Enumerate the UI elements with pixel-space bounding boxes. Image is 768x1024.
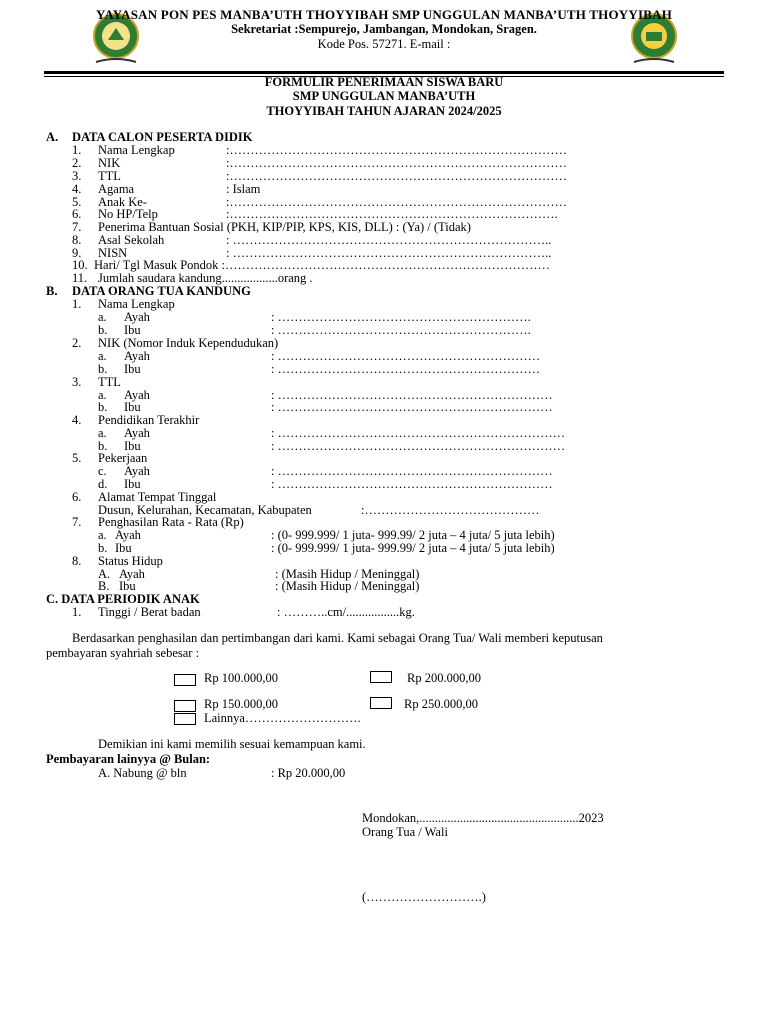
b1a-letter: a.	[98, 310, 107, 324]
b4-label: Pendidikan Terakhir	[98, 413, 200, 427]
checkbox-100k[interactable]	[174, 674, 196, 686]
b3-label: TTL	[98, 375, 121, 389]
b4b-label: Ibu	[124, 439, 141, 453]
b2a-letter: a.	[98, 349, 107, 363]
a9-num: 9.	[72, 246, 82, 260]
header-rule-thick	[44, 71, 724, 74]
signature-place-date[interactable]: Mondokan,...................................................2023	[362, 811, 604, 825]
b1b-letter: b.	[98, 323, 108, 337]
signature-name[interactable]: (……………………….)	[362, 890, 486, 904]
payment-value: : Rp 20.000,00	[271, 766, 346, 780]
b7a-letter: a.	[98, 528, 107, 542]
a9-value[interactable]: : …………………………………………………………………..	[226, 246, 552, 260]
a3-value[interactable]: :………………………………………………………………………	[226, 169, 567, 183]
b6-sublabel: Dusun, Kelurahan, Kecamatan, Kabupaten	[98, 503, 312, 517]
a8-value[interactable]: : …………………………………………………………………..	[226, 233, 552, 247]
b2a-value[interactable]: : ………………………………………………………	[271, 349, 541, 363]
b5c-value[interactable]: : …………………………………………………………	[271, 464, 553, 478]
a7-num: 7.	[72, 220, 82, 234]
b8a-letter: A.	[98, 567, 111, 581]
b3b-label: Ibu	[124, 400, 141, 414]
b7b-letter: b.	[98, 541, 108, 555]
a1-label: Nama Lengkap	[98, 143, 175, 157]
option-100k-label: Rp 100.000,00	[204, 671, 278, 685]
statement-line-1: Berdasarkan penghasilan dan pertimbangan dari kami. Kami sebagai Orang Tua/ Wali memberi keputusan	[72, 631, 603, 645]
b8b-label: Ibu	[119, 579, 136, 593]
a5-label: Anak Ke-	[98, 195, 147, 209]
form-title-2: SMP UNGGULAN MANBA’UTH	[292, 89, 476, 103]
a3-label: TTL	[98, 169, 121, 183]
b4a-label: Ayah	[124, 426, 150, 440]
checkbox-150k[interactable]	[174, 700, 196, 712]
b4b-letter: b.	[98, 439, 108, 453]
b5d-letter: d.	[98, 477, 108, 491]
a7-label[interactable]: Penerima Bantuan Sosial (PKH, KIP/PIP, KPS, KIS, DLL) : (Ya) / (Tidak)	[98, 220, 471, 234]
b5d-label: Ibu	[124, 477, 141, 491]
a1-value[interactable]: :………………………………………………………………………	[226, 143, 567, 157]
checkbox-lainnya[interactable]	[174, 713, 196, 725]
statement-line-2: pembayaran syahriah sebesar :	[46, 646, 200, 660]
b4b-value[interactable]: : ……………………………………………………………	[271, 439, 566, 453]
b3b-letter: b.	[98, 400, 108, 414]
a8-label: Asal Sekolah	[98, 233, 165, 247]
a5-num: 5.	[72, 195, 82, 209]
a10-num: 10.	[72, 258, 88, 272]
b5-num: 5.	[72, 451, 82, 465]
b4-num: 4.	[72, 413, 82, 427]
b5c-label: Ayah	[124, 464, 150, 478]
b2a-label: Ayah	[124, 349, 150, 363]
form-title-3: THOYYIBAH TAHUN AJARAN 2024/2025	[266, 104, 502, 118]
b3-num: 3.	[72, 375, 82, 389]
b7b-value[interactable]: : (0- 999.999/ 1 juta- 999.99/ 2 juta – 4 juta/ 5 juta lebih)	[271, 541, 555, 555]
a2-value[interactable]: :………………………………………………………………………	[226, 156, 567, 170]
b7a-label: Ayah	[115, 528, 141, 542]
c1-label: Tinggi / Berat badan	[98, 605, 201, 619]
b6-label: Alamat Tempat Tinggal	[98, 490, 217, 504]
payment-label: A. Nabung @ bln	[98, 766, 187, 780]
b2b-value[interactable]: : ………………………………………………………	[271, 362, 541, 376]
a9-label: NISN	[98, 246, 128, 260]
b7a-value[interactable]: : (0- 999.999/ 1 juta- 999.99/ 2 juta – 4 juta/ 5 juta lebih)	[271, 528, 555, 542]
a6-label: No HP/Telp	[98, 207, 158, 221]
b1b-label: Ibu	[124, 323, 141, 337]
a2-label: NIK	[98, 156, 121, 170]
b2-label: NIK (Nomor Induk Kependudukan)	[98, 336, 279, 350]
b8a-value[interactable]: : (Masih Hidup / Meninggal)	[275, 567, 420, 581]
b4a-value[interactable]: : ……………………………………………………………	[271, 426, 566, 440]
a6-value[interactable]: :…………………………………………………………………….	[226, 207, 558, 221]
b1a-label: Ayah	[124, 310, 150, 324]
option-150k-label: Rp 150.000,00	[204, 697, 278, 711]
option-250k-label: Rp 250.000,00	[404, 697, 478, 711]
a10-label[interactable]: Hari/ Tgl Masuk Pondok :……………………………………………………………………	[94, 258, 551, 272]
b1-num: 1.	[72, 297, 82, 311]
b8-num: 8.	[72, 554, 82, 568]
b3a-value[interactable]: : …………………………………………………………	[271, 388, 553, 402]
b6-value[interactable]: :……………………………………	[361, 503, 540, 517]
a11-label[interactable]: Jumlah saudara kandung..................orang .	[98, 271, 313, 285]
b4a-letter: a.	[98, 426, 107, 440]
form-title-1: FORMULIR PENERIMAAN SISWA BARU	[264, 75, 504, 89]
b5d-value[interactable]: : …………………………………………………………	[271, 477, 553, 491]
section-c-heading: C. DATA PERIODIK ANAK	[46, 592, 200, 606]
b1-label: Nama Lengkap	[98, 297, 175, 311]
a1-num: 1.	[72, 143, 82, 157]
b7-label: Penghasilan Rata - Rata (Rp)	[98, 515, 244, 529]
section-b-heading: DATA ORANG TUA KANDUNG	[72, 284, 251, 298]
option-lainnya-label[interactable]: Lainnya……………………….	[204, 711, 361, 725]
foundation-name: YAYASAN PON PES MANBA’UTH THOYYIBAH SMP UNGGULAN MANBA’UTH THOYYIBAH	[95, 7, 673, 22]
signature-role: Orang Tua / Wali	[362, 825, 448, 839]
b6-num: 6.	[72, 490, 82, 504]
secretariat-address: Sekretariat :Sempurejo, Jambangan, Mondokan, Sragen.	[231, 22, 537, 36]
b5-label: Pekerjaan	[98, 451, 148, 465]
b5c-letter: c.	[98, 464, 107, 478]
a4-label: Agama	[98, 182, 135, 196]
a3-num: 3.	[72, 169, 82, 183]
b8b-value[interactable]: : (Masih Hidup / Meninggal)	[275, 579, 420, 593]
b3a-label: Ayah	[124, 388, 150, 402]
c1-num: 1.	[72, 605, 82, 619]
b8-label: Status Hidup	[98, 554, 163, 568]
b2b-letter: b.	[98, 362, 108, 376]
checkbox-250k[interactable]	[370, 697, 392, 709]
c1-value[interactable]: : ………..cm/.................kg.	[277, 605, 415, 619]
postal-email: Kode Pos. 57271. E-mail :	[317, 37, 451, 51]
b3a-letter: a.	[98, 388, 107, 402]
b3b-value[interactable]: : …………………………………………………………	[271, 400, 553, 414]
payment-heading: Pembayaran lainyya @ Bulan:	[46, 752, 211, 766]
b1b-value[interactable]: : …………………………………………………….	[271, 323, 531, 337]
b8a-label: Ayah	[119, 567, 145, 581]
section-a-letter: A.	[46, 130, 59, 144]
a5-value[interactable]: :………………………………………………………………………	[226, 195, 567, 209]
b7b-label: Ibu	[115, 541, 132, 555]
a8-num: 8.	[72, 233, 82, 247]
b2b-label: Ibu	[124, 362, 141, 376]
a4-value[interactable]: : Islam	[226, 182, 261, 196]
a11-num: 11.	[72, 271, 88, 285]
b2-num: 2.	[72, 336, 82, 350]
b1a-value[interactable]: : …………………………………………………….	[271, 310, 531, 324]
a6-num: 6.	[72, 207, 82, 221]
option-200k-label: Rp 200.000,00	[407, 671, 481, 685]
section-b-letter: B.	[46, 284, 58, 298]
a4-num: 4.	[72, 182, 82, 196]
checkbox-200k[interactable]	[370, 671, 392, 683]
section-a-heading: DATA CALON PESERTA DIDIK	[72, 130, 253, 144]
b7-num: 7.	[72, 515, 82, 529]
closing-statement: Demikian ini kami memilih sesuai kemampuan kami.	[98, 737, 366, 751]
a2-num: 2.	[72, 156, 82, 170]
b8b-letter: B.	[98, 579, 110, 593]
